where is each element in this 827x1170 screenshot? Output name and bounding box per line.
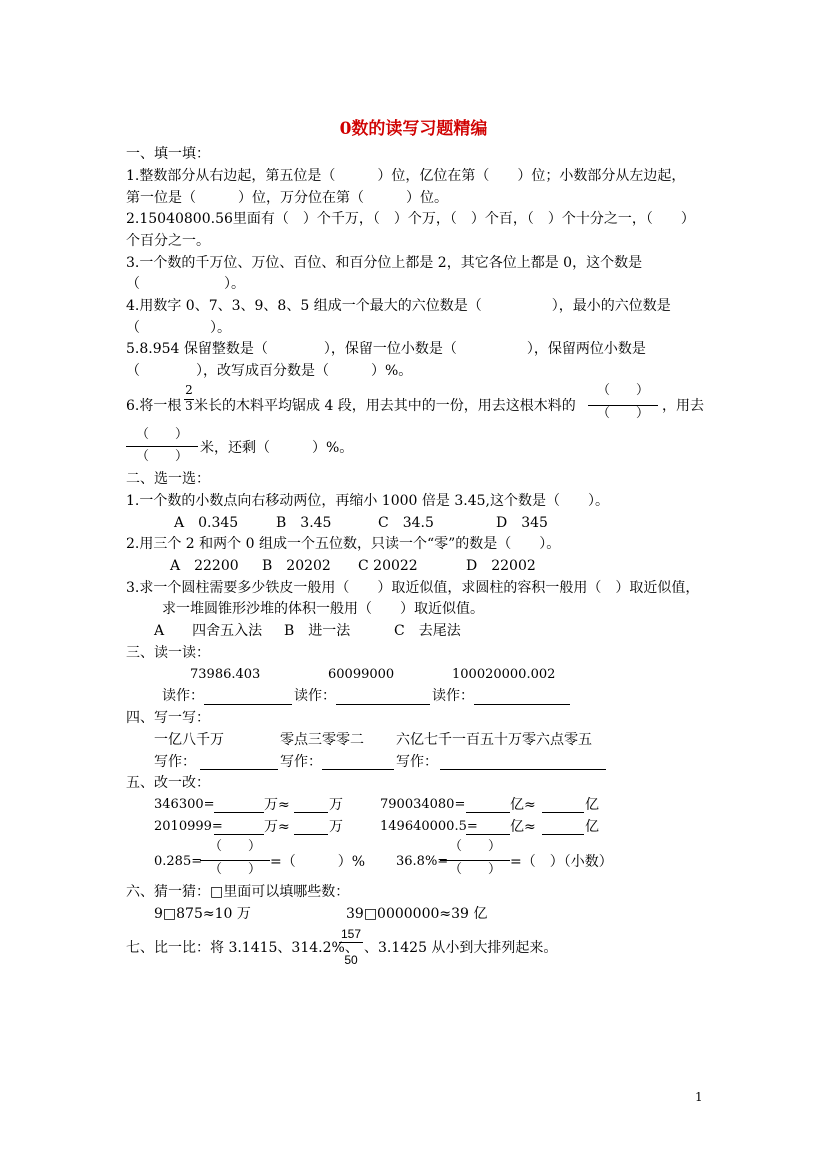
read-answer-line-2: [336, 704, 430, 705]
fraction-2-number: 36.8%=: [396, 854, 449, 869]
compare-fraction-num: 157: [340, 927, 362, 941]
q1-6-line-a-start: 6.将一根: [126, 398, 182, 414]
fraction-1-bar: [200, 860, 270, 861]
q2-1-text: 1.一个数的小数点向右移动两位，再缩小 1000 倍是 3.45,这个数是（ ）。: [126, 493, 609, 509]
section-7-text-end: 、3.1425 从小到大排列起来。: [364, 940, 558, 956]
q2-3-line-a: 3.求一个圆柱需要多少铁皮一般用（ ）取近似值，求圆柱的容积一般用（ ）取近似值，: [126, 580, 700, 596]
convert-4-unit: 亿: [585, 819, 599, 835]
page-title: 0数的读写习题精编: [339, 119, 488, 139]
read-number-3: 100020000.002: [452, 667, 556, 682]
section-4-heading: 四、写一写：: [126, 710, 210, 726]
q1-6-line-a-end: ，用去: [662, 398, 704, 414]
convert-3-number: 2010999=: [154, 819, 223, 834]
q1-2-line-a: 2.15040800.56里面有（ ）个千万，（ ）个万，（ ）个百，（ ）个十分之一，（ ）: [126, 211, 695, 227]
section-5-heading: 五、改一改：: [126, 775, 210, 791]
fraction-1-number: 0.285=: [154, 854, 203, 869]
convert-2-number: 790034080=: [380, 797, 466, 812]
guess-item-2: 39□0000000≈39 亿: [346, 906, 488, 922]
convert-2-blank-b: [542, 812, 584, 813]
fraction-2-bar: [440, 860, 510, 861]
convert-3-blank-b: [294, 834, 328, 835]
q1-2-line-b: 个百分之一。: [126, 233, 210, 249]
compare-fraction-den: 50: [344, 953, 358, 967]
q1-6-line-a-mid: 米长的木料平均锯成 4 段，用去其中的一份，用去这根木料的: [194, 398, 576, 414]
q1-6-line-b-end: 米，还剩（ ）%。: [200, 440, 354, 456]
q1-6-blank-num: （ ）: [596, 383, 649, 398]
convert-3-blank-a: [214, 834, 264, 835]
read-label-1: 读作：: [162, 688, 204, 704]
q1-4-line-b: （ ）。: [126, 320, 231, 336]
section-2-heading: 二、选一选：: [126, 471, 210, 487]
write-answer-line-3: [440, 769, 606, 770]
convert-3-unit-approx: 万≈: [264, 819, 290, 835]
fraction-1-rest: =（ ）%: [270, 854, 366, 870]
fraction-1-den-blank: （ ）: [208, 862, 261, 877]
fraction-1-num-blank: （ ）: [208, 839, 261, 854]
q1-1-line-a: 1.整数部分从右边起，第五位是（ ）位，亿位在第（ ）位；小数部分从左边起，: [126, 168, 686, 184]
write-answer-line-1: [200, 769, 278, 770]
convert-2-unit-approx: 亿≈: [510, 797, 536, 813]
convert-4-number: 149640000.5=: [380, 819, 478, 834]
convert-1-unit: 万: [329, 797, 343, 813]
fraction-2-den-blank: （ ）: [448, 862, 501, 877]
section-7-text-start: 七、比一比：将 3.1415、314.2%、: [126, 940, 359, 956]
q2-2-option-d: D 22002: [466, 558, 536, 574]
convert-1-blank-a: [214, 812, 264, 813]
q1-6b-blank-bar: [126, 446, 198, 447]
q1-6b-blank-num: （ ）: [135, 427, 188, 442]
write-item-2: 零点三零零二: [280, 732, 364, 748]
read-label-2: 读作：: [294, 688, 336, 704]
section-6-heading: 六、猜一猜：□里面可以填哪些数：: [126, 884, 350, 900]
q1-5-line-a: 5.8.954 保留整数是（ ），保留一位小数是（ ），保留两位小数是: [126, 341, 646, 357]
q2-2-text: 2.用三个 2 和两个 0 组成一个五位数，只读一个“零”的数是（ ）。: [126, 536, 561, 552]
convert-4-blank-a: [466, 834, 510, 835]
convert-3-unit: 万: [329, 819, 343, 835]
q2-3-option-b: B 进一法: [284, 623, 351, 639]
convert-1-number: 346300=: [154, 797, 215, 812]
read-number-1: 73986.403: [190, 667, 261, 682]
guess-item-1: 9□875≈10 万: [154, 906, 251, 922]
read-number-2: 60099000: [328, 667, 395, 682]
convert-4-blank-b: [542, 834, 584, 835]
fraction-2-num-blank: （ ）: [448, 839, 501, 854]
q2-1-option-a: A 0.345: [174, 515, 239, 531]
q2-2-option-c: C 20022: [358, 558, 418, 574]
q1-6-fraction-den: 3: [185, 399, 193, 413]
write-label-1: 写作：: [154, 754, 196, 770]
q2-2-option-a: A 22200: [170, 558, 239, 574]
read-label-3: 读作：: [432, 688, 474, 704]
q2-2-option-b: B 20202: [262, 558, 331, 574]
q1-4-line-a: 4.用数字 0、7、3、9、8、5 组成一个最大的六位数是（ ），最小的六位数是: [126, 298, 671, 314]
convert-1-blank-b: [294, 812, 328, 813]
q1-6b-blank-den: （ ）: [135, 449, 188, 464]
q2-3-option-c: C 去尾法: [394, 623, 461, 639]
q1-3-line-a: 3.一个数的千万位、万位、百位、和百分位上都是 2，其它各位上都是 0，这个数是: [126, 255, 643, 271]
convert-4-unit-approx: 亿≈: [510, 819, 536, 835]
write-answer-line-2: [322, 769, 394, 770]
convert-1-unit-approx: 万≈: [264, 797, 290, 813]
q1-5-line-b: （ ），改写成百分数是（ ）%。: [126, 363, 413, 379]
write-label-2: 写作：: [280, 754, 322, 770]
convert-2-unit: 亿: [585, 797, 599, 813]
section-3-heading: 三、读一读：: [126, 645, 210, 661]
q1-1-line-b: 第一位是（ ）位，万分位在第（ ）位。: [126, 190, 448, 206]
q2-3-line-b: 求一堆圆锥形沙堆的体积一般用（ ）取近似值。: [162, 601, 484, 617]
write-item-1: 一亿八千万: [154, 732, 224, 748]
compare-fraction-bar: [339, 942, 363, 943]
read-answer-line-1: [204, 704, 292, 705]
q2-1-option-b: B 3.45: [276, 515, 332, 531]
q2-1-option-d: D 345: [496, 515, 548, 531]
q1-6-fraction-num: 2: [185, 383, 193, 397]
write-label-3: 写作：: [396, 754, 438, 770]
page-number: 1: [695, 1090, 703, 1104]
fraction-2-rest: =（ ）（小数）: [510, 854, 613, 870]
read-answer-line-3: [474, 704, 570, 705]
q2-3-option-a: A 四舍五入法: [154, 623, 263, 639]
q2-1-option-c: C 34.5: [378, 515, 434, 531]
section-1-heading: 一、填一填：: [126, 146, 210, 162]
q1-6-blank-den: （ ）: [596, 406, 649, 421]
convert-2-blank-a: [466, 812, 510, 813]
write-item-3: 六亿七千一百五十万零六点零五: [396, 732, 592, 748]
q1-3-line-b: （ ）。: [126, 276, 245, 292]
